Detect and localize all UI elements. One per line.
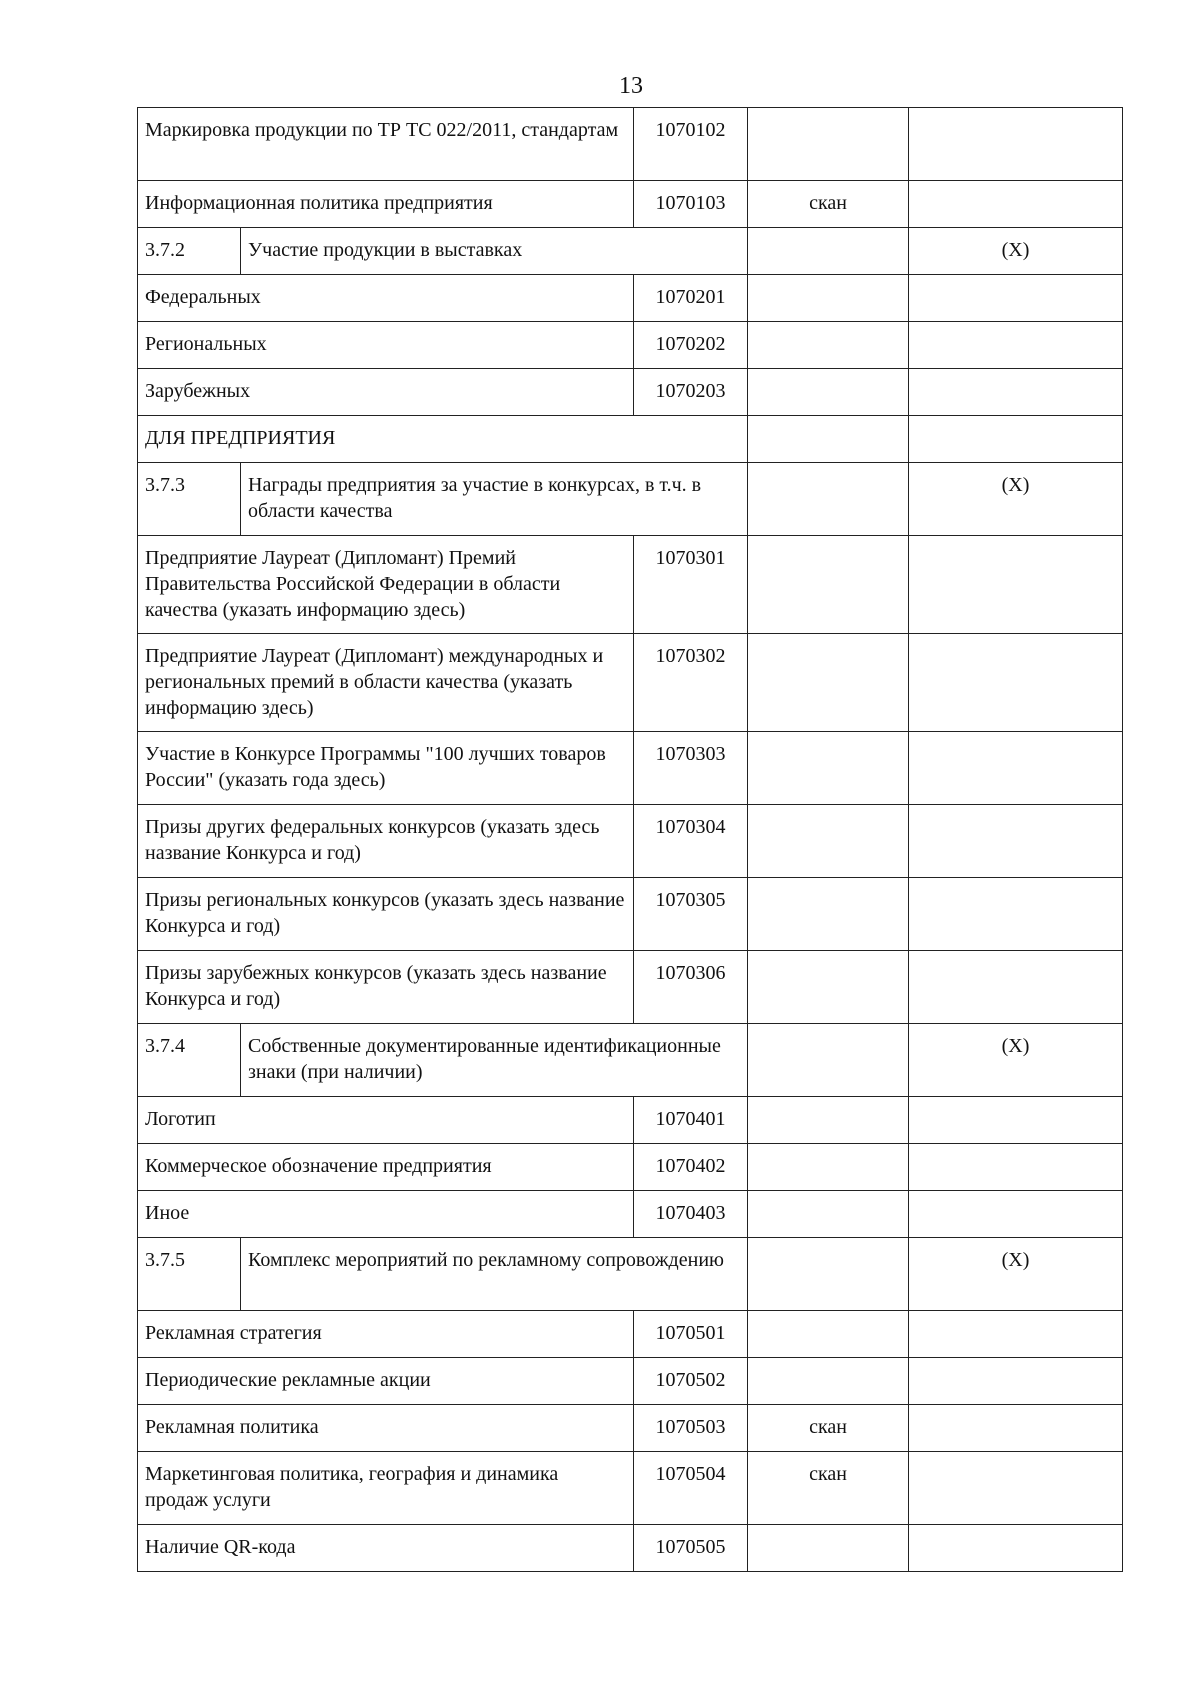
item-scan: [748, 1525, 909, 1572]
table-row: [138, 805, 1123, 878]
item-label: Участие в Конкурсе Программы "100 лучших товаров России" (указать года здесь): [138, 732, 634, 805]
item-label: Периодические рекламные акции: [138, 1358, 634, 1405]
item-scan: [748, 951, 909, 1024]
table-row: [138, 536, 1123, 634]
item-code: 1070504: [634, 1452, 748, 1525]
item-mark: [909, 951, 1123, 1024]
section-row: [138, 1024, 1123, 1097]
item-label: Маркировка продукции по ТР ТС 022/2011, стандартам: [138, 108, 634, 181]
item-scan: [748, 1311, 909, 1358]
page-number: 13: [619, 73, 643, 99]
table-row: [138, 1311, 1123, 1358]
item-code: 1070304: [634, 805, 748, 878]
item-mark: [909, 1405, 1123, 1452]
table-row: [138, 181, 1123, 228]
item-label: Маркетинговая политика, география и динамика продаж услуги: [138, 1452, 634, 1525]
item-scan: [748, 275, 909, 322]
section-mark: (X): [909, 228, 1123, 275]
item-code: 1070201: [634, 275, 748, 322]
section-row: [138, 228, 1123, 275]
item-code: 1070305: [634, 878, 748, 951]
table-row: [138, 1405, 1123, 1452]
section-scan: [748, 1024, 909, 1097]
item-mark: [909, 369, 1123, 416]
table-row: [138, 878, 1123, 951]
item-scan: [748, 732, 909, 805]
item-mark: [909, 1452, 1123, 1525]
item-scan: [748, 634, 909, 732]
item-mark: [909, 1525, 1123, 1572]
section-number: 3.7.3: [138, 463, 241, 536]
table-row: [138, 369, 1123, 416]
item-scan: [748, 878, 909, 951]
item-code: 1070502: [634, 1358, 748, 1405]
table-row: [138, 1452, 1123, 1525]
item-mark: [909, 1144, 1123, 1191]
item-mark: [909, 732, 1123, 805]
item-code: 1070302: [634, 634, 748, 732]
item-mark: [909, 805, 1123, 878]
item-label: Предприятие Лауреат (Дипломант) Премий Правительства Российской Федерации в области качества (указать информацию здесь): [138, 536, 634, 634]
table-body: [138, 108, 1123, 1572]
section-title: Комплекс мероприятий по рекламному сопровождению: [241, 1238, 748, 1311]
item-mark: [909, 181, 1123, 228]
table-row: [138, 1358, 1123, 1405]
item-scan: [748, 1191, 909, 1238]
table-row: [138, 108, 1123, 181]
item-code: 1070103: [634, 181, 748, 228]
item-scan: [748, 1144, 909, 1191]
item-mark: [909, 275, 1123, 322]
item-code: 1070301: [634, 536, 748, 634]
item-code: 1070306: [634, 951, 748, 1024]
item-label: Призы зарубежных конкурсов (указать здесь название Конкурса и год): [138, 951, 634, 1024]
section-number: 3.7.4: [138, 1024, 241, 1097]
item-scan: [748, 536, 909, 634]
item-code: 1070203: [634, 369, 748, 416]
item-mark: [909, 1191, 1123, 1238]
table-row: [138, 1097, 1123, 1144]
section-number: 3.7.2: [138, 228, 241, 275]
item-mark: [909, 634, 1123, 732]
item-scan: [748, 369, 909, 416]
group-heading-mark: [909, 416, 1123, 463]
item-code: 1070505: [634, 1525, 748, 1572]
item-label: Федеральных: [138, 275, 634, 322]
item-scan: [748, 805, 909, 878]
item-mark: [909, 536, 1123, 634]
item-scan: [748, 1358, 909, 1405]
item-code: 1070303: [634, 732, 748, 805]
table-row: [138, 732, 1123, 805]
requirements-table: [137, 107, 1123, 1572]
item-scan: скан: [748, 1452, 909, 1525]
item-label: Коммерческое обозначение предприятия: [138, 1144, 634, 1191]
item-scan: скан: [748, 1405, 909, 1452]
table-row: [138, 1191, 1123, 1238]
group-heading-scan: [748, 416, 909, 463]
item-scan: [748, 1097, 909, 1144]
table-row: [138, 634, 1123, 732]
item-code: 1070503: [634, 1405, 748, 1452]
group-heading: ДЛЯ ПРЕДПРИЯТИЯ: [138, 416, 748, 463]
section-scan: [748, 463, 909, 536]
item-code: 1070501: [634, 1311, 748, 1358]
section-scan: [748, 1238, 909, 1311]
item-label: Призы других федеральных конкурсов (указать здесь название Конкурса и год): [138, 805, 634, 878]
item-label: Рекламная стратегия: [138, 1311, 634, 1358]
item-scan: [748, 108, 909, 181]
item-mark: [909, 1311, 1123, 1358]
section-mark: (X): [909, 463, 1123, 536]
item-mark: [909, 1097, 1123, 1144]
section-row: [138, 463, 1123, 536]
table-row: [138, 1525, 1123, 1572]
item-code: 1070401: [634, 1097, 748, 1144]
item-label: Иное: [138, 1191, 634, 1238]
section-mark: (X): [909, 1238, 1123, 1311]
group-heading-row: [138, 416, 1123, 463]
section-scan: [748, 228, 909, 275]
section-row: [138, 1238, 1123, 1311]
item-mark: [909, 878, 1123, 951]
section-mark: (X): [909, 1024, 1123, 1097]
section-title: Участие продукции в выставках: [241, 228, 748, 275]
item-label: Региональных: [138, 322, 634, 369]
table-row: [138, 322, 1123, 369]
item-label: Наличие QR-кода: [138, 1525, 634, 1572]
item-label: Призы региональных конкурсов (указать здесь название Конкурса и год): [138, 878, 634, 951]
item-code: 1070402: [634, 1144, 748, 1191]
item-label: Логотип: [138, 1097, 634, 1144]
section-title: Собственные документированные идентификационные знаки (при наличии): [241, 1024, 748, 1097]
item-code: 1070102: [634, 108, 748, 181]
item-label: Информационная политика предприятия: [138, 181, 634, 228]
item-mark: [909, 108, 1123, 181]
item-mark: [909, 1358, 1123, 1405]
item-code: 1070202: [634, 322, 748, 369]
section-title: Награды предприятия за участие в конкурсах, в т.ч. в области качества: [241, 463, 748, 536]
item-scan: [748, 322, 909, 369]
item-label: Рекламная политика: [138, 1405, 634, 1452]
item-code: 1070403: [634, 1191, 748, 1238]
item-label: Предприятие Лауреат (Дипломант) международных и региональных премий в области качества (указать информацию здесь): [138, 634, 634, 732]
item-mark: [909, 322, 1123, 369]
table-row: [138, 951, 1123, 1024]
table-row: [138, 275, 1123, 322]
section-number: 3.7.5: [138, 1238, 241, 1311]
item-scan: скан: [748, 181, 909, 228]
table-row: [138, 1144, 1123, 1191]
item-label: Зарубежных: [138, 369, 634, 416]
